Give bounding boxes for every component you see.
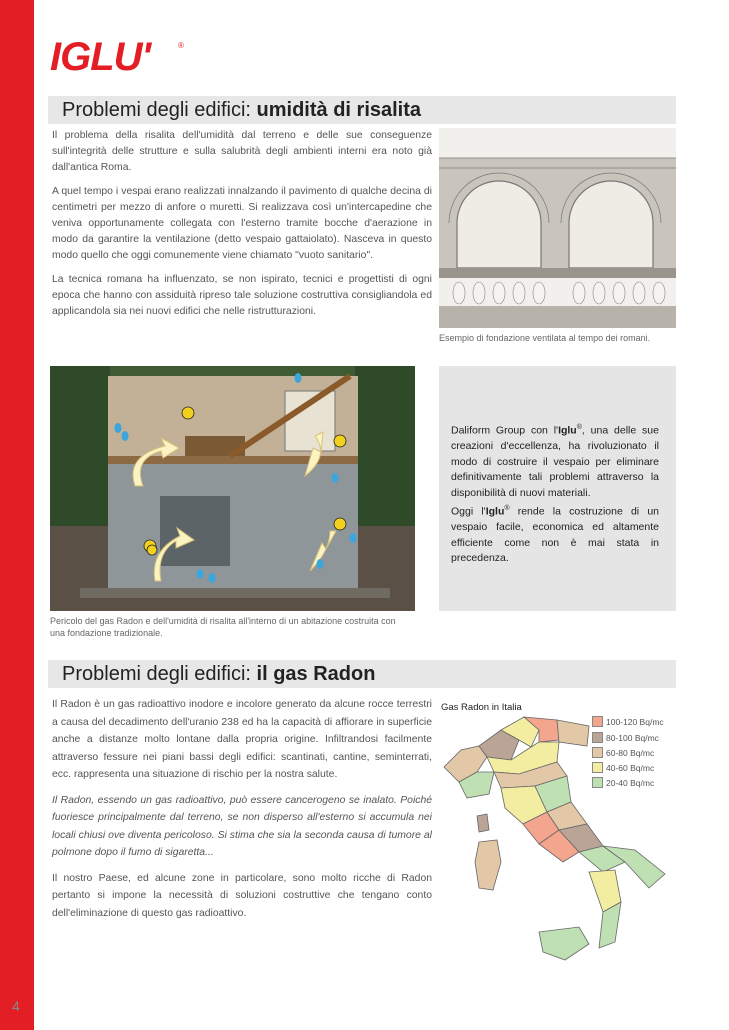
humidity-paragraph-1: Il problema della risalita dell'umidità dal terreno e delle sue conseguenze sull'integrità delle strutture e sulla salubrità degli ambienti interni era noto già dall'antica Roma. — [52, 130, 432, 173]
logo-registered-mark: ® — [178, 41, 184, 50]
page-number: 4 — [12, 998, 20, 1014]
iglu-logo — [50, 36, 190, 76]
radon-paragraph-1: Il Radon è un gas radioattivo inodore e incolore generato da alcune rocce terrestri a causa del decadimento dell'uranio 238 ed ha la capacità di affiorare in superficie anche a distanze molto lontane dalla propria origine. Infiltrandosi facilmente attraverso fessure nei piani bassi degli edifici: scantinati, cantine, seminterrati, ecc. rappresenta una situazione di rischio per la nostra salute. — [52, 699, 432, 780]
humidity-paragraph-3: La tecnica romana ha influenzato, se non ispirato, tecnici e progettisti di ogni epoca che hanno con assiduità ripreso tale soluzione costruttiva consigliandola ed applicandola sia nei nuovi edifici che nelle ristrutturazioni. — [52, 274, 432, 317]
roman-image-caption: Esempio di fondazione ventilata al tempo dei romani. — [439, 333, 651, 343]
legend-item-80-100: 80-100 Bq/mc — [592, 732, 659, 744]
legend-item-40-60: 40-60 Bq/mc — [592, 762, 654, 774]
roman-foundation-image — [439, 128, 676, 328]
legend-swatch — [592, 777, 603, 788]
section-title-humidity: Problemi degli edifici: umidità di risalita — [48, 96, 676, 124]
humidity-paragraph-2: A quel tempo i vespai erano realizzati innalzando il pavimento di qualche decina di centimetri per mezzo di anfore o muretti. Si realizzava così un'intercapedine che veniva opportunamente collegata con l'esterno tramite bocche d'aerazione in modo da garantire la ventilazione (detto vespaio gattaiolato). Nasceva in questo modo quello che oggi comunemente viene chiamato "vuoto sanitario". — [52, 186, 432, 261]
logo-wordmark: IGLU' — [50, 36, 151, 76]
house-radon-image — [50, 366, 415, 611]
humidity-text — [52, 128, 432, 328]
legend-item-60-80: 60-80 Bq/mc — [592, 747, 654, 759]
legend-swatch — [592, 747, 603, 758]
radon-paragraph-3: Il nostro Paese, ed alcune zone in particolare, sono molto ricche di Radon pertanto si impone la necessità di soluzioni costruttive che tengano conto dell'eliminazione di questo gas radioattivo. — [52, 872, 432, 919]
legend-item-20-40: 20-40 Bq/mc — [592, 777, 654, 789]
radon-paragraph-2: Il Radon, essendo un gas radioattivo, può essere cancerogeno se inalato. Poiché fuoriesce principalmente dal terreno, se non disperso all'esterno si accumula nei locali chiusi ove diventa pericoloso. Si stima che sia la seconda causa di tumore al polmone dopo il fumo di sigaretta... — [52, 794, 432, 858]
legend-item-100-120: 100-120 Bq/mc — [592, 716, 664, 728]
side-accent-bar — [0, 0, 34, 1030]
radon-map-title: Gas Radon in Italia — [441, 702, 522, 713]
section-title-radon: Problemi degli edifici: il gas Radon — [48, 660, 676, 688]
radon-text — [52, 696, 432, 930]
daliform-panel-text: Daliform Group con l'Iglu®, una delle sue creazioni d'eccellenza, ha rivoluzionato il modo di costruire il vespaio per eliminare definitivamente tali problemi attraverso la disponibilità di nuovi materiali. Oggi l'Iglu® rende la costruzione di un vespaio facile, economica ed altamente efficiente come non è mai stata in precedenza. — [451, 424, 659, 564]
legend-swatch — [592, 762, 603, 773]
legend-swatch — [592, 732, 603, 743]
legend-swatch — [592, 716, 603, 727]
house-image-caption: Pericolo del gas Radon e dell'umidità di risalita all'interno di un abitazione costruita con una fondazione tradizionale. — [50, 616, 396, 638]
